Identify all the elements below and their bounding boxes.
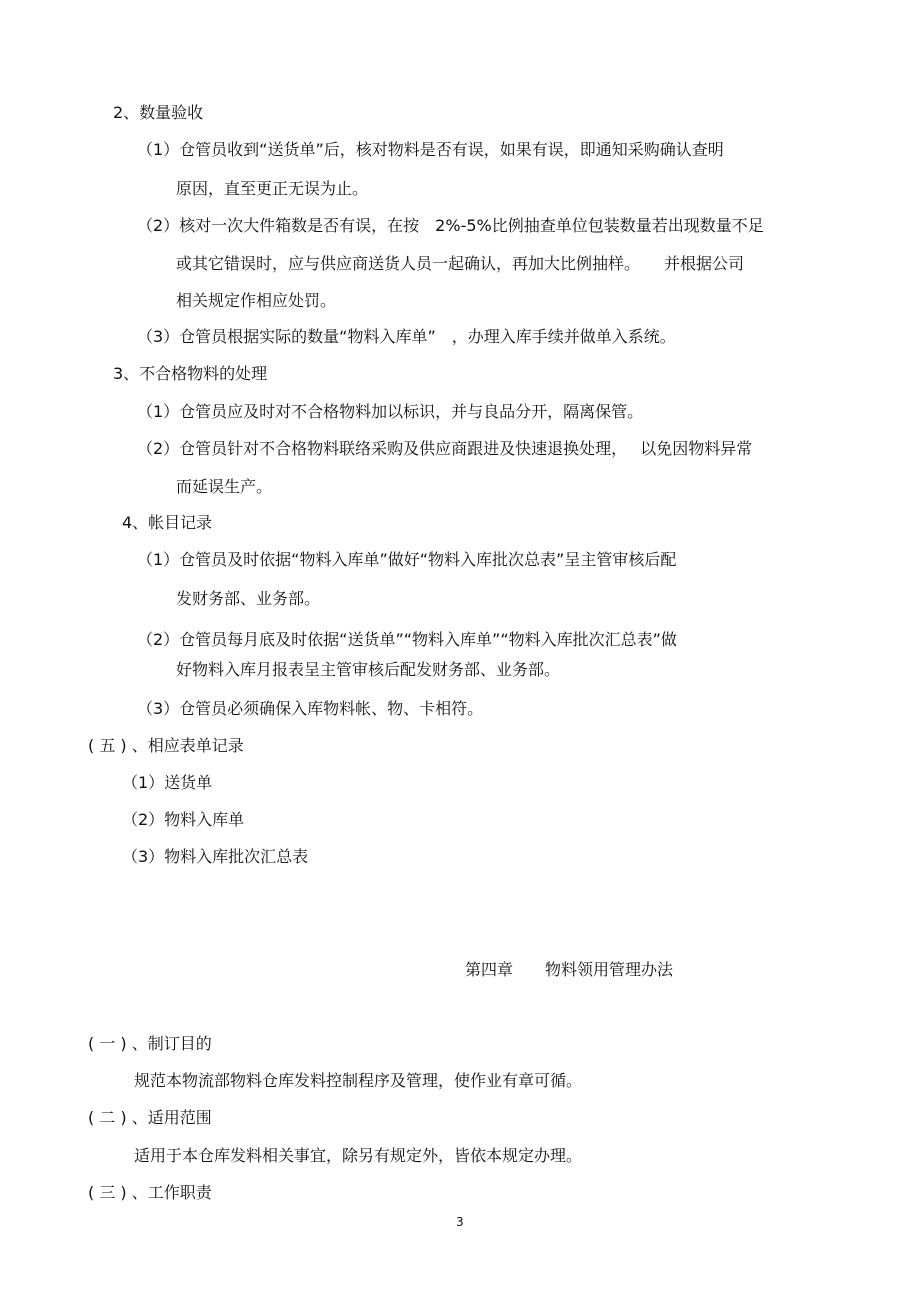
section4-item1-line2: 发财务部、业务部。 xyxy=(176,589,321,608)
section4-heading: 4、帐目记录 xyxy=(122,513,213,532)
purpose-heading: ( 一 ) 、制订目的 xyxy=(88,1034,212,1053)
section2-item2-line2: 或其它错误时，应与供应商送货人员一起确认，再加大比例抽样。 并根据公司 xyxy=(176,254,745,273)
section2-item2-line3: 相关规定作相应处罚。 xyxy=(176,291,337,310)
section5-item: （2）物料入库单 xyxy=(122,810,245,829)
section3-item2-line2: 而延误生产。 xyxy=(176,477,273,496)
section2-item3: （3）仓管员根据实际的数量“物料入库单” ，办理入库手续并做单入系统。 xyxy=(137,327,676,346)
section2-heading: 2、数量验收 xyxy=(113,103,204,122)
section3-item2-line1: （2）仓管员针对不合格物料联络采购及供应商跟进及快速退换处理， 以免因物料异常 xyxy=(137,439,753,458)
page-number: 3 xyxy=(456,1215,464,1229)
section3-heading: 3、不合格物料的处理 xyxy=(113,364,268,383)
section2-item2-line1: （2）核对一次大件箱数是否有误，在按 2%-5%比例抽查单位包装数量若出现数量不足 xyxy=(137,216,764,235)
section4-item1-line1: （1）仓管员及时依据“物料入库单”做好“物料入库批次总表”呈主管审核后配 xyxy=(137,550,677,569)
scope-text: 适用于本仓库发料相关事宜，除另有规定外，皆依本规定办理。 xyxy=(134,1146,583,1165)
section2-item1-line2: 原因，直至更正无误为止。 xyxy=(176,179,369,198)
section4-item3: （3）仓管员必须确保入库物料帐、物、卡相符。 xyxy=(137,699,484,718)
purpose-text: 规范本物流部物料仓库发料控制程序及管理，使作业有章可循。 xyxy=(134,1071,583,1090)
section5-heading: ( 五 ) 、相应表单记录 xyxy=(88,736,244,755)
section5-item: （3）物料入库批次汇总表 xyxy=(122,847,309,866)
section4-item2-line2: 好物料入库月报表呈主管审核后配发财务部、业务部。 xyxy=(176,660,561,679)
chapter-title: 第四章 物料领用管理办法 xyxy=(465,960,674,979)
section4-item2-line1: （2）仓管员每月底及时依据“送货单”“物料入库单”“物料入库批次汇总表”做 xyxy=(137,630,677,649)
scope-heading: ( 二 ) 、适用范围 xyxy=(88,1108,212,1127)
duty-heading: ( 三 ) 、工作职责 xyxy=(88,1183,212,1202)
section3-item1: （1）仓管员应及时对不合格物料加以标识，并与良品分开，隔离保管。 xyxy=(137,402,644,421)
section2-item1-line1: （1）仓管员收到“送货单”后，核对物料是否有误，如果有误，即通知采购确认查明 xyxy=(137,140,724,159)
section5-item: （1）送货单 xyxy=(122,773,213,792)
